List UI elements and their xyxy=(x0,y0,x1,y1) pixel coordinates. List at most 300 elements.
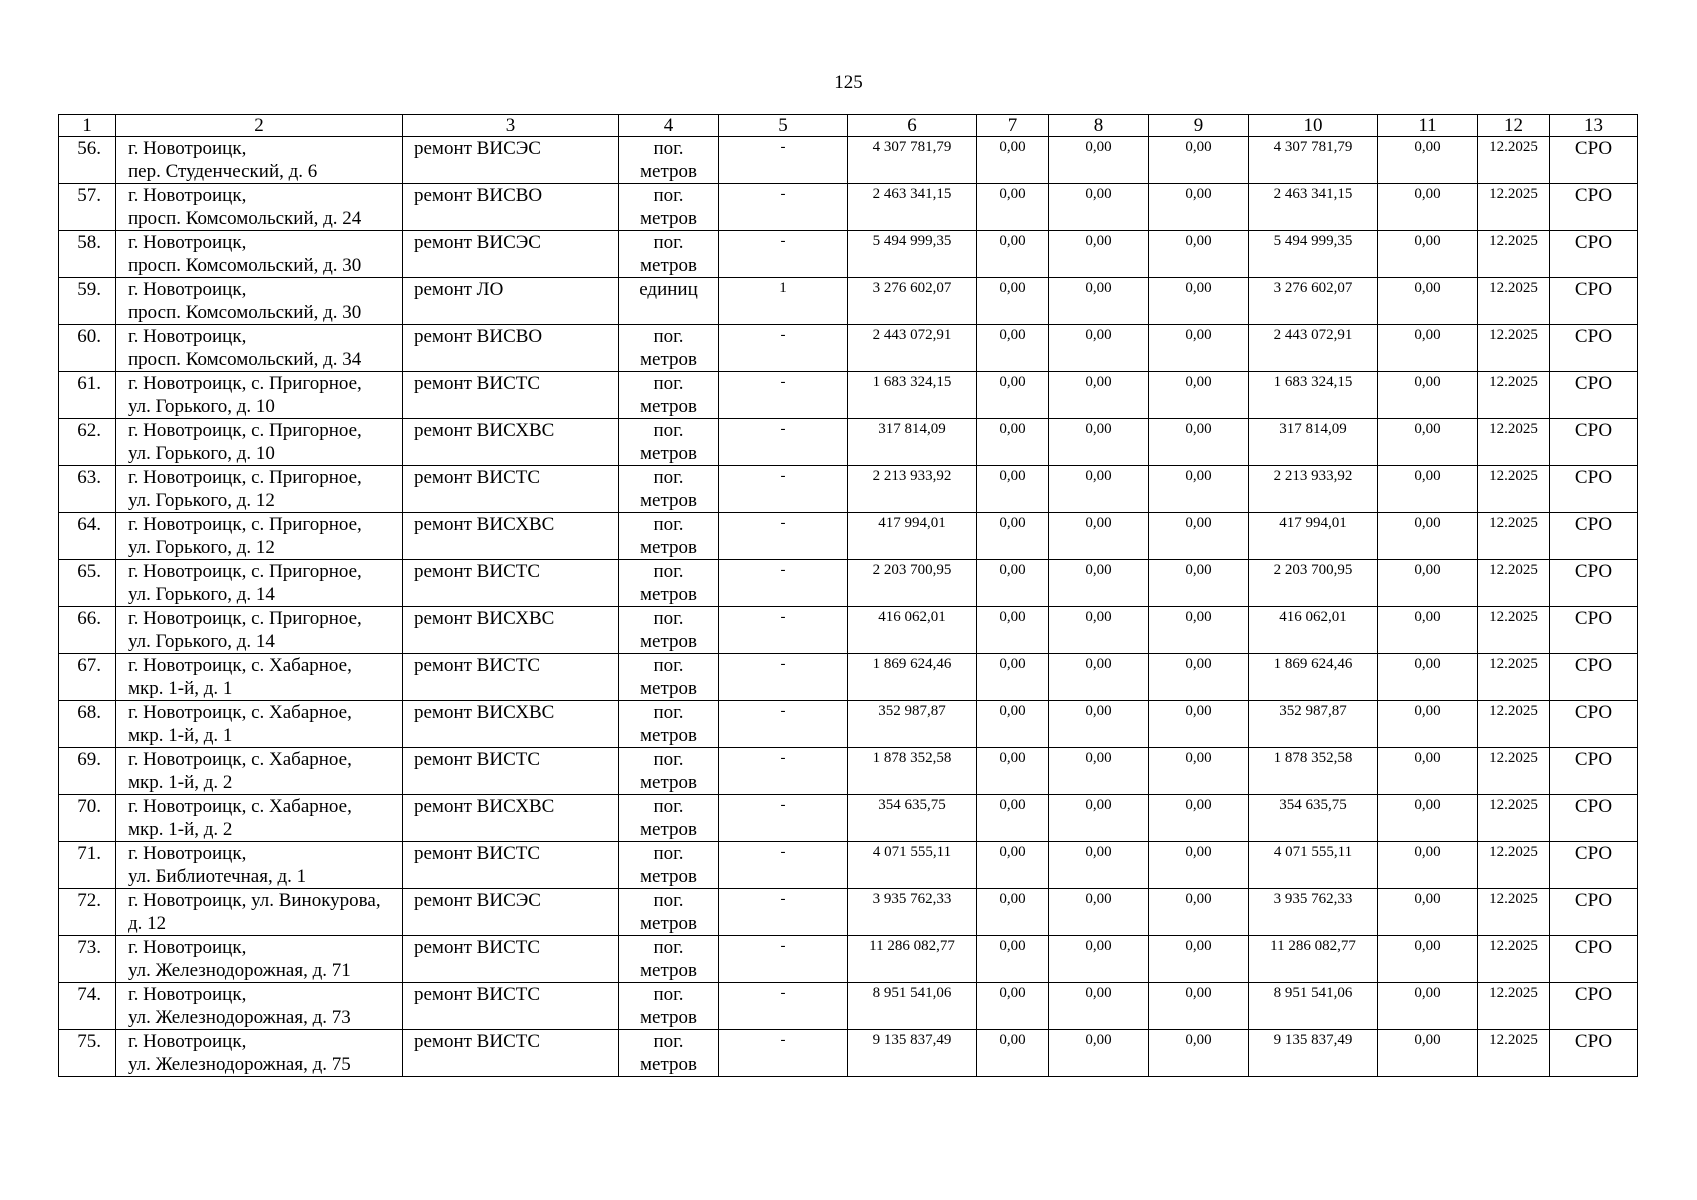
work-type-cell: ремонт ВИСЭС xyxy=(403,231,619,278)
value-cell-10: 2 213 933,92 xyxy=(1249,466,1378,513)
address-line-1: г. Новотроицк, ул. Винокурова, xyxy=(128,890,381,911)
value-cell-10: 4 071 555,11 xyxy=(1249,842,1378,889)
unit-line-2: метров xyxy=(640,490,697,511)
value-cell-10: 352 987,87 xyxy=(1249,701,1378,748)
work-type-cell: ремонт ВИСЭС xyxy=(403,889,619,936)
address-cell xyxy=(116,466,403,513)
funding-source-cell: СРО xyxy=(1550,560,1638,607)
unit-cell xyxy=(619,466,719,513)
value-cell-11: 0,00 xyxy=(1378,795,1478,842)
unit-line-1: пог. xyxy=(653,749,684,770)
value-cell-9: 0,00 xyxy=(1149,936,1249,983)
address-cell xyxy=(116,372,403,419)
address-line-1: г. Новотроицк, с. Хабарное, xyxy=(128,702,352,723)
value-cell-8: 0,00 xyxy=(1049,137,1149,184)
address-cell xyxy=(116,325,403,372)
unit-line-2: метров xyxy=(640,584,697,605)
table-row xyxy=(59,513,1638,560)
work-type-cell: ремонт ВИСХВС xyxy=(403,607,619,654)
unit-line-2: метров xyxy=(640,1054,697,1075)
unit-cell xyxy=(619,372,719,419)
quantity-cell: - xyxy=(719,1030,848,1077)
address-cell xyxy=(116,795,403,842)
value-cell-11: 0,00 xyxy=(1378,1030,1478,1077)
unit-line-1: пог. xyxy=(653,702,684,723)
column-header: 5 xyxy=(719,115,848,137)
value-cell-11: 0,00 xyxy=(1378,654,1478,701)
value-cell-8: 0,00 xyxy=(1049,1030,1149,1077)
value-cell-9: 0,00 xyxy=(1149,748,1249,795)
unit-line-1: пог. xyxy=(653,843,684,864)
value-cell-7: 0,00 xyxy=(977,795,1049,842)
deadline-cell: 12.2025 xyxy=(1478,842,1550,889)
work-type-cell: ремонт ЛО xyxy=(403,278,619,325)
row-number-cell: 73. xyxy=(59,936,116,983)
unit-line-2: метров xyxy=(640,443,697,464)
unit-line-1: пог. xyxy=(653,326,684,347)
address-line-1: г. Новотроицк, с. Хабарное, xyxy=(128,796,352,817)
work-type-cell: ремонт ВИСТС xyxy=(403,748,619,795)
funding-source-cell: СРО xyxy=(1550,231,1638,278)
unit-cell xyxy=(619,607,719,654)
value-cell-11: 0,00 xyxy=(1378,983,1478,1030)
total-cost-cell: 354 635,75 xyxy=(848,795,977,842)
total-cost-cell: 9 135 837,49 xyxy=(848,1030,977,1077)
deadline-cell: 12.2025 xyxy=(1478,278,1550,325)
work-type-cell: ремонт ВИСВО xyxy=(403,184,619,231)
value-cell-10: 3 276 602,07 xyxy=(1249,278,1378,325)
value-cell-9: 0,00 xyxy=(1149,842,1249,889)
value-cell-8: 0,00 xyxy=(1049,278,1149,325)
address-cell xyxy=(116,936,403,983)
unit-cell xyxy=(619,983,719,1030)
total-cost-cell: 2 203 700,95 xyxy=(848,560,977,607)
deadline-cell: 12.2025 xyxy=(1478,795,1550,842)
unit-cell xyxy=(619,701,719,748)
value-cell-8: 0,00 xyxy=(1049,748,1149,795)
deadline-cell: 12.2025 xyxy=(1478,231,1550,278)
value-cell-11: 0,00 xyxy=(1378,701,1478,748)
row-number-cell: 65. xyxy=(59,560,116,607)
unit-cell xyxy=(619,654,719,701)
value-cell-9: 0,00 xyxy=(1149,419,1249,466)
table-row xyxy=(59,889,1638,936)
unit-line-1: пог. xyxy=(653,561,684,582)
unit-cell xyxy=(619,419,719,466)
value-cell-9: 0,00 xyxy=(1149,701,1249,748)
value-cell-11: 0,00 xyxy=(1378,513,1478,560)
value-cell-7: 0,00 xyxy=(977,607,1049,654)
value-cell-11: 0,00 xyxy=(1378,184,1478,231)
quantity-cell: - xyxy=(719,560,848,607)
total-cost-cell: 317 814,09 xyxy=(848,419,977,466)
address-line-1: г. Новотроицк, с. Хабарное, xyxy=(128,655,352,676)
row-number-cell: 60. xyxy=(59,325,116,372)
column-header: 4 xyxy=(619,115,719,137)
address-line-2: просп. Комсомольский, д. 24 xyxy=(128,208,362,229)
value-cell-11: 0,00 xyxy=(1378,372,1478,419)
total-cost-cell: 2 213 933,92 xyxy=(848,466,977,513)
value-cell-8: 0,00 xyxy=(1049,654,1149,701)
address-line-2: ул. Горького, д. 14 xyxy=(128,631,275,652)
value-cell-11: 0,00 xyxy=(1378,842,1478,889)
repair-plan-table xyxy=(58,114,1638,1077)
value-cell-9: 0,00 xyxy=(1149,795,1249,842)
value-cell-10: 8 951 541,06 xyxy=(1249,983,1378,1030)
address-line-2: просп. Комсомольский, д. 30 xyxy=(128,255,362,276)
table-row xyxy=(59,607,1638,654)
funding-source-cell: СРО xyxy=(1550,842,1638,889)
value-cell-11: 0,00 xyxy=(1378,607,1478,654)
unit-line-2: метров xyxy=(640,396,697,417)
value-cell-8: 0,00 xyxy=(1049,607,1149,654)
value-cell-10: 2 443 072,91 xyxy=(1249,325,1378,372)
value-cell-7: 0,00 xyxy=(977,184,1049,231)
value-cell-9: 0,00 xyxy=(1149,137,1249,184)
address-line-2: пер. Студенческий, д. 6 xyxy=(128,161,318,182)
value-cell-11: 0,00 xyxy=(1378,419,1478,466)
work-type-cell: ремонт ВИСТС xyxy=(403,983,619,1030)
column-number-header-row xyxy=(59,115,1638,137)
value-cell-11: 0,00 xyxy=(1378,466,1478,513)
value-cell-7: 0,00 xyxy=(977,842,1049,889)
row-number-cell: 56. xyxy=(59,137,116,184)
address-cell xyxy=(116,231,403,278)
total-cost-cell: 1 869 624,46 xyxy=(848,654,977,701)
unit-line-1: пог. xyxy=(653,420,684,441)
column-header: 9 xyxy=(1149,115,1249,137)
value-cell-9: 0,00 xyxy=(1149,560,1249,607)
value-cell-7: 0,00 xyxy=(977,936,1049,983)
address-cell xyxy=(116,1030,403,1077)
row-number-cell: 75. xyxy=(59,1030,116,1077)
total-cost-cell: 11 286 082,77 xyxy=(848,936,977,983)
unit-line-2: метров xyxy=(640,255,697,276)
address-line-2: ул. Библиотечная, д. 1 xyxy=(128,866,307,887)
address-line-1: г. Новотроицк, xyxy=(128,138,247,159)
value-cell-9: 0,00 xyxy=(1149,372,1249,419)
funding-source-cell: СРО xyxy=(1550,748,1638,795)
column-header: 6 xyxy=(848,115,977,137)
address-line-1: г. Новотроицк, с. Пригорное, xyxy=(128,561,362,582)
column-header: 13 xyxy=(1550,115,1638,137)
address-line-2: просп. Комсомольский, д. 34 xyxy=(128,349,362,370)
work-type-cell: ремонт ВИСТС xyxy=(403,842,619,889)
unit-line-1: пог. xyxy=(653,1031,684,1052)
address-line-1: г. Новотроицк, с. Пригорное, xyxy=(128,514,362,535)
address-line-2: ул. Железнодорожная, д. 73 xyxy=(128,1007,351,1028)
quantity-cell: - xyxy=(719,231,848,278)
value-cell-10: 11 286 082,77 xyxy=(1249,936,1378,983)
value-cell-7: 0,00 xyxy=(977,466,1049,513)
deadline-cell: 12.2025 xyxy=(1478,513,1550,560)
work-type-cell: ремонт ВИСТС xyxy=(403,372,619,419)
value-cell-8: 0,00 xyxy=(1049,419,1149,466)
deadline-cell: 12.2025 xyxy=(1478,936,1550,983)
value-cell-9: 0,00 xyxy=(1149,889,1249,936)
row-number-cell: 64. xyxy=(59,513,116,560)
work-type-cell: ремонт ВИСХВС xyxy=(403,419,619,466)
row-number-cell: 71. xyxy=(59,842,116,889)
deadline-cell: 12.2025 xyxy=(1478,466,1550,513)
address-line-2: мкр. 1-й, д. 2 xyxy=(128,772,233,793)
funding-source-cell: СРО xyxy=(1550,795,1638,842)
deadline-cell: 12.2025 xyxy=(1478,607,1550,654)
unit-cell xyxy=(619,889,719,936)
unit-line-2: метров xyxy=(640,631,697,652)
value-cell-9: 0,00 xyxy=(1149,983,1249,1030)
deadline-cell: 12.2025 xyxy=(1478,372,1550,419)
quantity-cell: - xyxy=(719,748,848,795)
total-cost-cell: 416 062,01 xyxy=(848,607,977,654)
deadline-cell: 12.2025 xyxy=(1478,1030,1550,1077)
unit-line-1: пог. xyxy=(653,373,684,394)
value-cell-8: 0,00 xyxy=(1049,184,1149,231)
column-header: 10 xyxy=(1249,115,1378,137)
funding-source-cell: СРО xyxy=(1550,184,1638,231)
value-cell-11: 0,00 xyxy=(1378,231,1478,278)
column-header: 3 xyxy=(403,115,619,137)
table-row xyxy=(59,560,1638,607)
table-row xyxy=(59,278,1638,325)
value-cell-8: 0,00 xyxy=(1049,842,1149,889)
quantity-cell: - xyxy=(719,137,848,184)
table-row xyxy=(59,983,1638,1030)
funding-source-cell: СРО xyxy=(1550,889,1638,936)
unit-line-1: единиц xyxy=(639,279,698,300)
value-cell-9: 0,00 xyxy=(1149,513,1249,560)
deadline-cell: 12.2025 xyxy=(1478,137,1550,184)
unit-cell xyxy=(619,748,719,795)
address-line-1: г. Новотроицк, xyxy=(128,279,247,300)
quantity-cell: - xyxy=(719,513,848,560)
address-line-1: г. Новотроицк, xyxy=(128,937,247,958)
quantity-cell: - xyxy=(719,936,848,983)
value-cell-9: 0,00 xyxy=(1149,654,1249,701)
value-cell-7: 0,00 xyxy=(977,325,1049,372)
row-number-cell: 66. xyxy=(59,607,116,654)
column-header: 1 xyxy=(59,115,116,137)
unit-line-1: пог. xyxy=(653,890,684,911)
row-number-cell: 67. xyxy=(59,654,116,701)
total-cost-cell: 2 463 341,15 xyxy=(848,184,977,231)
total-cost-cell: 1 683 324,15 xyxy=(848,372,977,419)
address-line-1: г. Новотроицк, с. Пригорное, xyxy=(128,420,362,441)
unit-line-1: пог. xyxy=(653,796,684,817)
column-header: 11 xyxy=(1378,115,1478,137)
address-cell xyxy=(116,513,403,560)
address-cell xyxy=(116,607,403,654)
work-type-cell: ремонт ВИСВО xyxy=(403,325,619,372)
total-cost-cell: 3 276 602,07 xyxy=(848,278,977,325)
table-row xyxy=(59,466,1638,513)
value-cell-11: 0,00 xyxy=(1378,137,1478,184)
address-cell xyxy=(116,419,403,466)
address-line-2: ул. Железнодорожная, д. 71 xyxy=(128,960,351,981)
unit-cell xyxy=(619,278,719,325)
address-line-2: д. 12 xyxy=(128,913,167,934)
table-row xyxy=(59,419,1638,466)
unit-line-2: метров xyxy=(640,913,697,934)
row-number-cell: 57. xyxy=(59,184,116,231)
address-cell xyxy=(116,842,403,889)
value-cell-8: 0,00 xyxy=(1049,231,1149,278)
value-cell-7: 0,00 xyxy=(977,278,1049,325)
table-row xyxy=(59,184,1638,231)
unit-cell xyxy=(619,325,719,372)
address-cell xyxy=(116,137,403,184)
row-number-cell: 72. xyxy=(59,889,116,936)
value-cell-8: 0,00 xyxy=(1049,701,1149,748)
address-line-1: г. Новотроицк, xyxy=(128,843,247,864)
unit-cell xyxy=(619,842,719,889)
value-cell-9: 0,00 xyxy=(1149,278,1249,325)
unit-cell xyxy=(619,560,719,607)
funding-source-cell: СРО xyxy=(1550,936,1638,983)
unit-line-1: пог. xyxy=(653,467,684,488)
value-cell-8: 0,00 xyxy=(1049,560,1149,607)
table-row xyxy=(59,325,1638,372)
deadline-cell: 12.2025 xyxy=(1478,748,1550,795)
column-header: 2 xyxy=(116,115,403,137)
quantity-cell: - xyxy=(719,466,848,513)
value-cell-8: 0,00 xyxy=(1049,513,1149,560)
address-line-2: ул. Горького, д. 10 xyxy=(128,443,275,464)
quantity-cell: 1 xyxy=(719,278,848,325)
unit-line-2: метров xyxy=(640,866,697,887)
work-type-cell: ремонт ВИСТС xyxy=(403,466,619,513)
work-type-cell: ремонт ВИСХВС xyxy=(403,513,619,560)
unit-cell xyxy=(619,513,719,560)
value-cell-10: 5 494 999,35 xyxy=(1249,231,1378,278)
address-cell xyxy=(116,889,403,936)
row-number-cell: 62. xyxy=(59,419,116,466)
address-line-1: г. Новотроицк, xyxy=(128,185,247,206)
row-number-cell: 68. xyxy=(59,701,116,748)
unit-line-1: пог. xyxy=(653,984,684,1005)
table-row xyxy=(59,936,1638,983)
page-number: 125 xyxy=(834,72,863,93)
quantity-cell: - xyxy=(719,701,848,748)
table-row xyxy=(59,748,1638,795)
address-cell xyxy=(116,560,403,607)
value-cell-9: 0,00 xyxy=(1149,325,1249,372)
value-cell-11: 0,00 xyxy=(1378,889,1478,936)
work-type-cell: ремонт ВИСТС xyxy=(403,654,619,701)
table-row xyxy=(59,231,1638,278)
address-cell xyxy=(116,748,403,795)
column-header: 12 xyxy=(1478,115,1550,137)
value-cell-7: 0,00 xyxy=(977,983,1049,1030)
work-type-cell: ремонт ВИСТС xyxy=(403,560,619,607)
total-cost-cell: 1 878 352,58 xyxy=(848,748,977,795)
address-line-1: г. Новотроицк, xyxy=(128,1031,247,1052)
funding-source-cell: СРО xyxy=(1550,466,1638,513)
address-line-2: мкр. 1-й, д. 1 xyxy=(128,725,233,746)
address-line-1: г. Новотроицк, с. Пригорное, xyxy=(128,467,362,488)
unit-line-1: пог. xyxy=(653,655,684,676)
value-cell-9: 0,00 xyxy=(1149,1030,1249,1077)
address-line-2: мкр. 1-й, д. 1 xyxy=(128,678,233,699)
unit-line-1: пог. xyxy=(653,937,684,958)
table-row xyxy=(59,654,1638,701)
unit-cell xyxy=(619,231,719,278)
total-cost-cell: 417 994,01 xyxy=(848,513,977,560)
value-cell-7: 0,00 xyxy=(977,231,1049,278)
deadline-cell: 12.2025 xyxy=(1478,701,1550,748)
row-number-cell: 63. xyxy=(59,466,116,513)
address-line-1: г. Новотроицк, с. Пригорное, xyxy=(128,373,362,394)
quantity-cell: - xyxy=(719,654,848,701)
work-type-cell: ремонт ВИСЭС xyxy=(403,137,619,184)
row-number-cell: 69. xyxy=(59,748,116,795)
table-row xyxy=(59,372,1638,419)
unit-cell xyxy=(619,795,719,842)
value-cell-10: 354 635,75 xyxy=(1249,795,1378,842)
value-cell-7: 0,00 xyxy=(977,372,1049,419)
value-cell-8: 0,00 xyxy=(1049,466,1149,513)
value-cell-8: 0,00 xyxy=(1049,983,1149,1030)
address-cell xyxy=(116,278,403,325)
total-cost-cell: 352 987,87 xyxy=(848,701,977,748)
funding-source-cell: СРО xyxy=(1550,654,1638,701)
work-type-cell: ремонт ВИСТС xyxy=(403,1030,619,1077)
funding-source-cell: СРО xyxy=(1550,701,1638,748)
value-cell-7: 0,00 xyxy=(977,1030,1049,1077)
value-cell-7: 0,00 xyxy=(977,889,1049,936)
unit-line-2: метров xyxy=(640,208,697,229)
value-cell-9: 0,00 xyxy=(1149,184,1249,231)
value-cell-7: 0,00 xyxy=(977,137,1049,184)
value-cell-10: 416 062,01 xyxy=(1249,607,1378,654)
column-header: 7 xyxy=(977,115,1049,137)
address-line-2: просп. Комсомольский, д. 30 xyxy=(128,302,362,323)
funding-source-cell: СРО xyxy=(1550,419,1638,466)
unit-cell xyxy=(619,184,719,231)
address-line-1: г. Новотроицк, xyxy=(128,984,247,1005)
unit-line-2: метров xyxy=(640,772,697,793)
unit-line-2: метров xyxy=(640,161,697,182)
quantity-cell: - xyxy=(719,889,848,936)
table-row xyxy=(59,842,1638,889)
row-number-cell: 61. xyxy=(59,372,116,419)
unit-line-2: метров xyxy=(640,725,697,746)
unit-line-1: пог. xyxy=(653,608,684,629)
address-line-2: ул. Горького, д. 14 xyxy=(128,584,275,605)
deadline-cell: 12.2025 xyxy=(1478,983,1550,1030)
unit-cell xyxy=(619,936,719,983)
funding-source-cell: СРО xyxy=(1550,278,1638,325)
address-line-1: г. Новотроицк, с. Хабарное, xyxy=(128,749,352,770)
value-cell-7: 0,00 xyxy=(977,513,1049,560)
value-cell-8: 0,00 xyxy=(1049,936,1149,983)
unit-line-2: метров xyxy=(640,819,697,840)
quantity-cell: - xyxy=(719,372,848,419)
unit-line-2: метров xyxy=(640,1007,697,1028)
value-cell-7: 0,00 xyxy=(977,748,1049,795)
unit-line-2: метров xyxy=(640,960,697,981)
value-cell-9: 0,00 xyxy=(1149,466,1249,513)
address-line-2: ул. Железнодорожная, д. 75 xyxy=(128,1054,351,1075)
unit-line-1: пог. xyxy=(653,514,684,535)
value-cell-8: 0,00 xyxy=(1049,325,1149,372)
address-cell xyxy=(116,184,403,231)
work-type-cell: ремонт ВИСХВС xyxy=(403,701,619,748)
value-cell-10: 9 135 837,49 xyxy=(1249,1030,1378,1077)
row-number-cell: 74. xyxy=(59,983,116,1030)
funding-source-cell: СРО xyxy=(1550,325,1638,372)
work-type-cell: ремонт ВИСХВС xyxy=(403,795,619,842)
